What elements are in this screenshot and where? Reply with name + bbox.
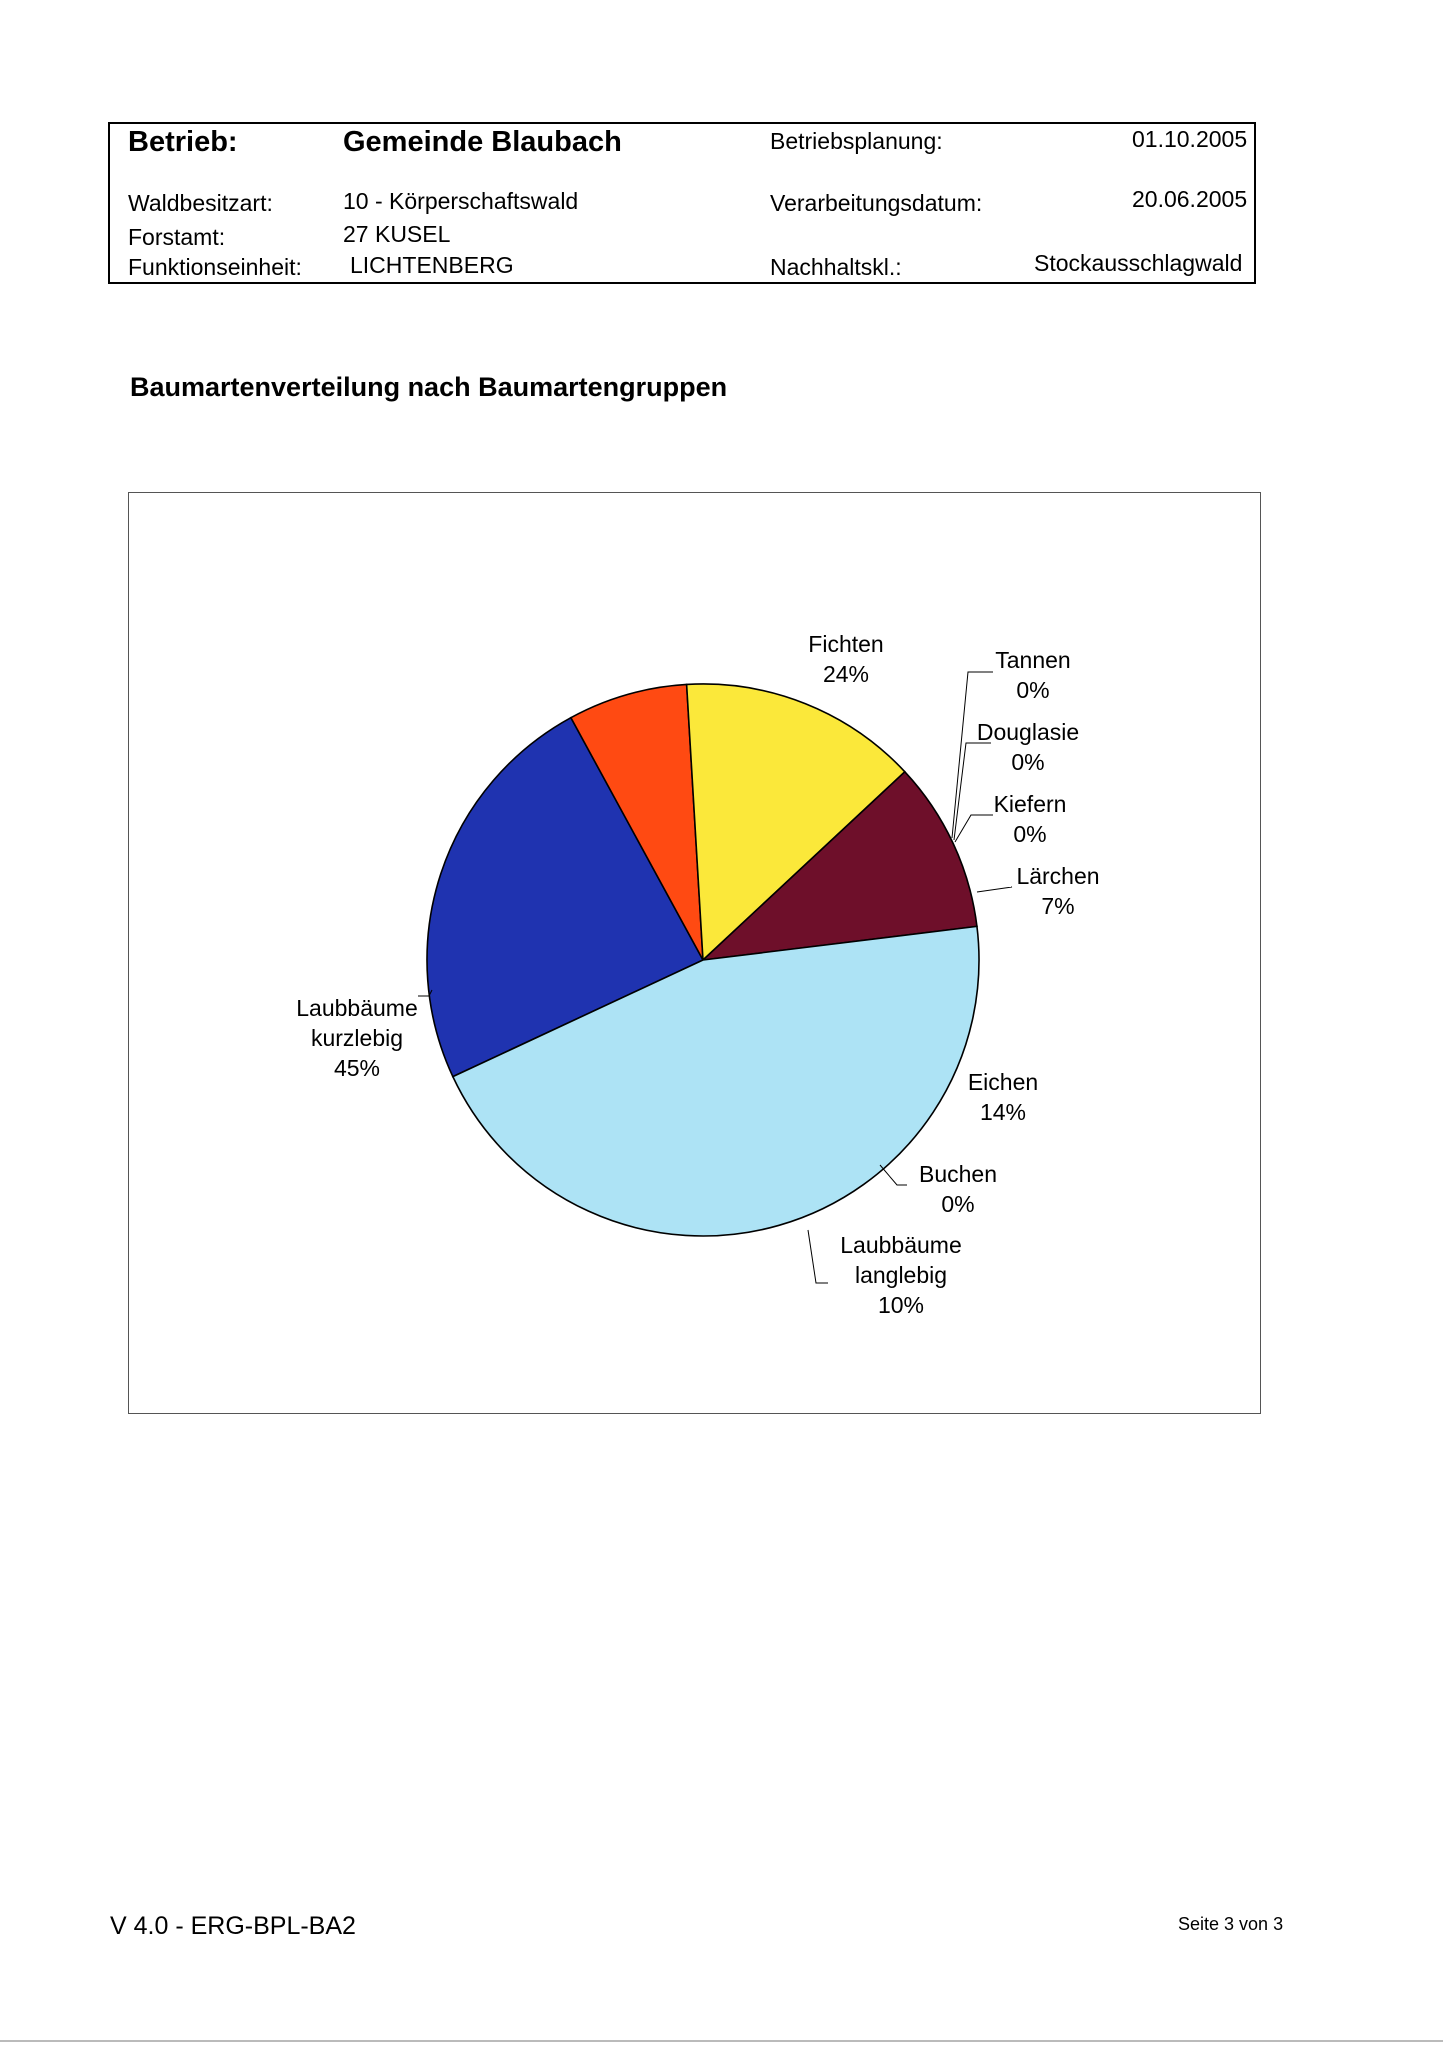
leader-line-7 (808, 1230, 828, 1283)
waldbesitzart-value: 10 - Körperschaftswald (343, 188, 579, 214)
leader-line-1 (952, 672, 993, 838)
slice-label-2: Douglasie 0% (976, 719, 1080, 775)
slice-label-6: Buchen 0% (918, 1161, 998, 1217)
slice-label-5: Eichen 14% (967, 1069, 1039, 1125)
slice-label-0: Fichten 24% (808, 631, 884, 687)
verarbeitungsdatum-value: 20.06.2005 (1132, 186, 1248, 212)
slice-label-1: Tannen 0% (995, 647, 1071, 703)
betrieb-label: Betrieb: (128, 126, 238, 158)
funktionseinheit-value: LICHTENBERG (350, 252, 514, 278)
slice-label-3: Kiefern 0% (993, 791, 1067, 847)
betrieb-value: Gemeinde Blaubach (343, 126, 622, 158)
footer-page: Seite 3 von 3 (1178, 1914, 1284, 1934)
forstamt-value: 27 KUSEL (343, 221, 451, 247)
nachhaltskl-value: Stockausschlagwald (1034, 250, 1243, 276)
slice-label-4: Lärchen 7% (1016, 863, 1100, 919)
waldbesitzart-label: Waldbesitzart: (128, 190, 273, 216)
betriebsplanung-label: Betriebsplanung: (770, 128, 943, 154)
betriebsplanung-value: 01.10.2005 (1132, 126, 1248, 152)
slice-label-7: Laubbäume langlebig 10% (840, 1232, 962, 1318)
bottom-scan-edge (0, 2040, 1443, 2042)
leader-line-3 (955, 815, 993, 842)
footer-version: V 4.0 - ERG-BPL-BA2 (110, 1912, 356, 1940)
forstamt-label: Forstamt: (128, 224, 226, 250)
slice-label-8: Laubbäume kurzlebig 45% (296, 995, 418, 1081)
leader-line-4 (977, 887, 1012, 892)
nachhaltskl-label: Nachhaltskl.: (770, 254, 902, 280)
funktionseinheit-label: Funktionseinheit: (128, 254, 302, 280)
chart-title: Baumartenverteilung nach Baumartengruppen (130, 372, 728, 402)
verarbeitungsdatum-label: Verarbeitungsdatum: (770, 190, 983, 216)
